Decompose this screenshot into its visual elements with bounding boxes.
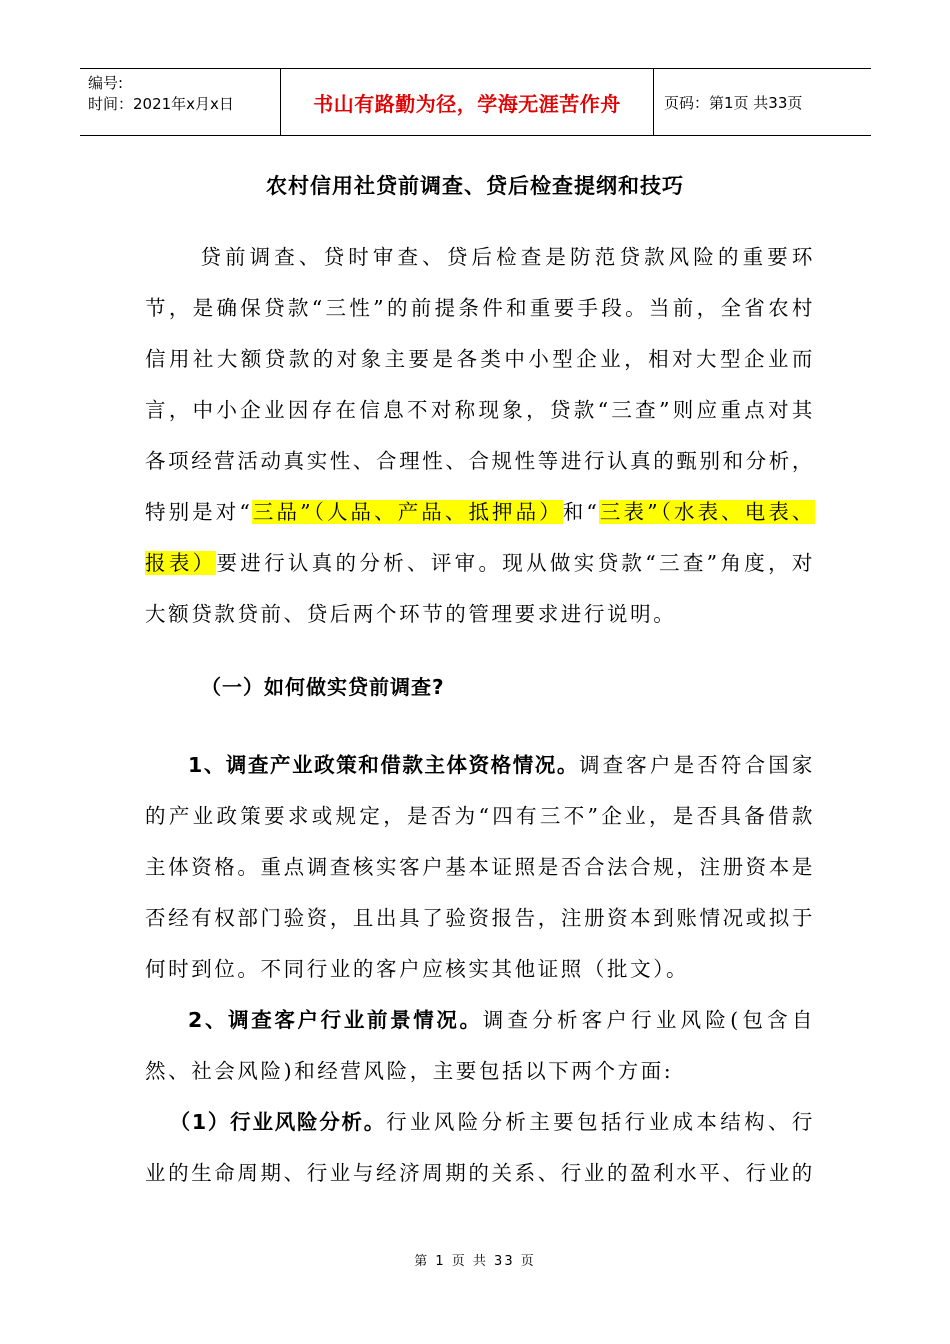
intro-text-b: 和“ [562, 500, 600, 524]
document-title: 农村信用社贷前调查、贷后检查提纲和技巧 [266, 174, 684, 198]
item-2-paragraph [145, 995, 815, 1097]
item-1-paragraph [145, 740, 815, 995]
item-1-text: 调查客户是否符合国家的产业政策要求或规定，是否为“四有三不”企业，是否具备借款主体资格。重点调查核实客户基本证照是否合法合规，注册资本是否经有权部门验资，且出具了验资报告，注册资本到账情况或拟于何时到位。不同行业的客户应核实其他证照（批文）。 [145, 753, 815, 981]
header-motto-cell [281, 69, 654, 135]
item-2-text: 调查分析客户行业风险(包含自然、社会风险)和经营风险，主要包括以下两个方面: [145, 1008, 815, 1083]
page-header [80, 68, 871, 136]
item-3-paragraph [145, 1097, 815, 1199]
item-1-heading: 1、调查产业政策和借款主体资格情况。 [188, 753, 579, 777]
section-heading: （一）如何做实贷前调查? [201, 675, 445, 699]
highlight-three-meters: 三表”（水表、电表、报表） [145, 500, 816, 575]
item-3-heading: （1）行业风险分析。 [169, 1110, 387, 1134]
item-3-text: 行业风险分析主要包括行业成本结构、行业的生命周期、行业与经济周期的关系、行业的盈利水平、行业的 [145, 1110, 815, 1185]
header-motto: 书山有路勤为径，学海无涯苦作舟 [313, 91, 621, 116]
intro-text-a: 贷前调查、贷时审查、贷后检查是防范贷款风险的重要环节，是确保贷款“三性”的前提条件和重要手段。当前，全省农村信用社大额贷款的对象主要是各类中小型企业，相对大型企业而言，中小企业因存在信息不对称现象，贷款“三查”则应重点对其各项经营活动真实性、合理性、合规性等进行认真的甄别和分析，特别是对“ [145, 245, 815, 524]
document-number-label: 编号: [88, 74, 124, 92]
document-date: 时间：2021年x月x日 [88, 95, 234, 113]
document-body [145, 232, 815, 1199]
header-page-info-cell [654, 69, 871, 135]
page-footer: 第 1 页 共 33 页 [414, 1254, 536, 1269]
header-meta [80, 69, 281, 135]
item-2-heading: 2、调查客户行业前景情况。 [188, 1008, 483, 1032]
header-page-info: 页码：第1页 共33页 [664, 93, 803, 112]
intro-paragraph [145, 232, 815, 640]
intro-text-c: 要进行认真的分析、评审。现从做实贷款“三查”角度，对大额贷款贷前、贷后两个环节的管理要求进行说明。 [145, 551, 815, 626]
highlight-three-products: 三品”（人品、产品、抵押品） [252, 500, 563, 524]
